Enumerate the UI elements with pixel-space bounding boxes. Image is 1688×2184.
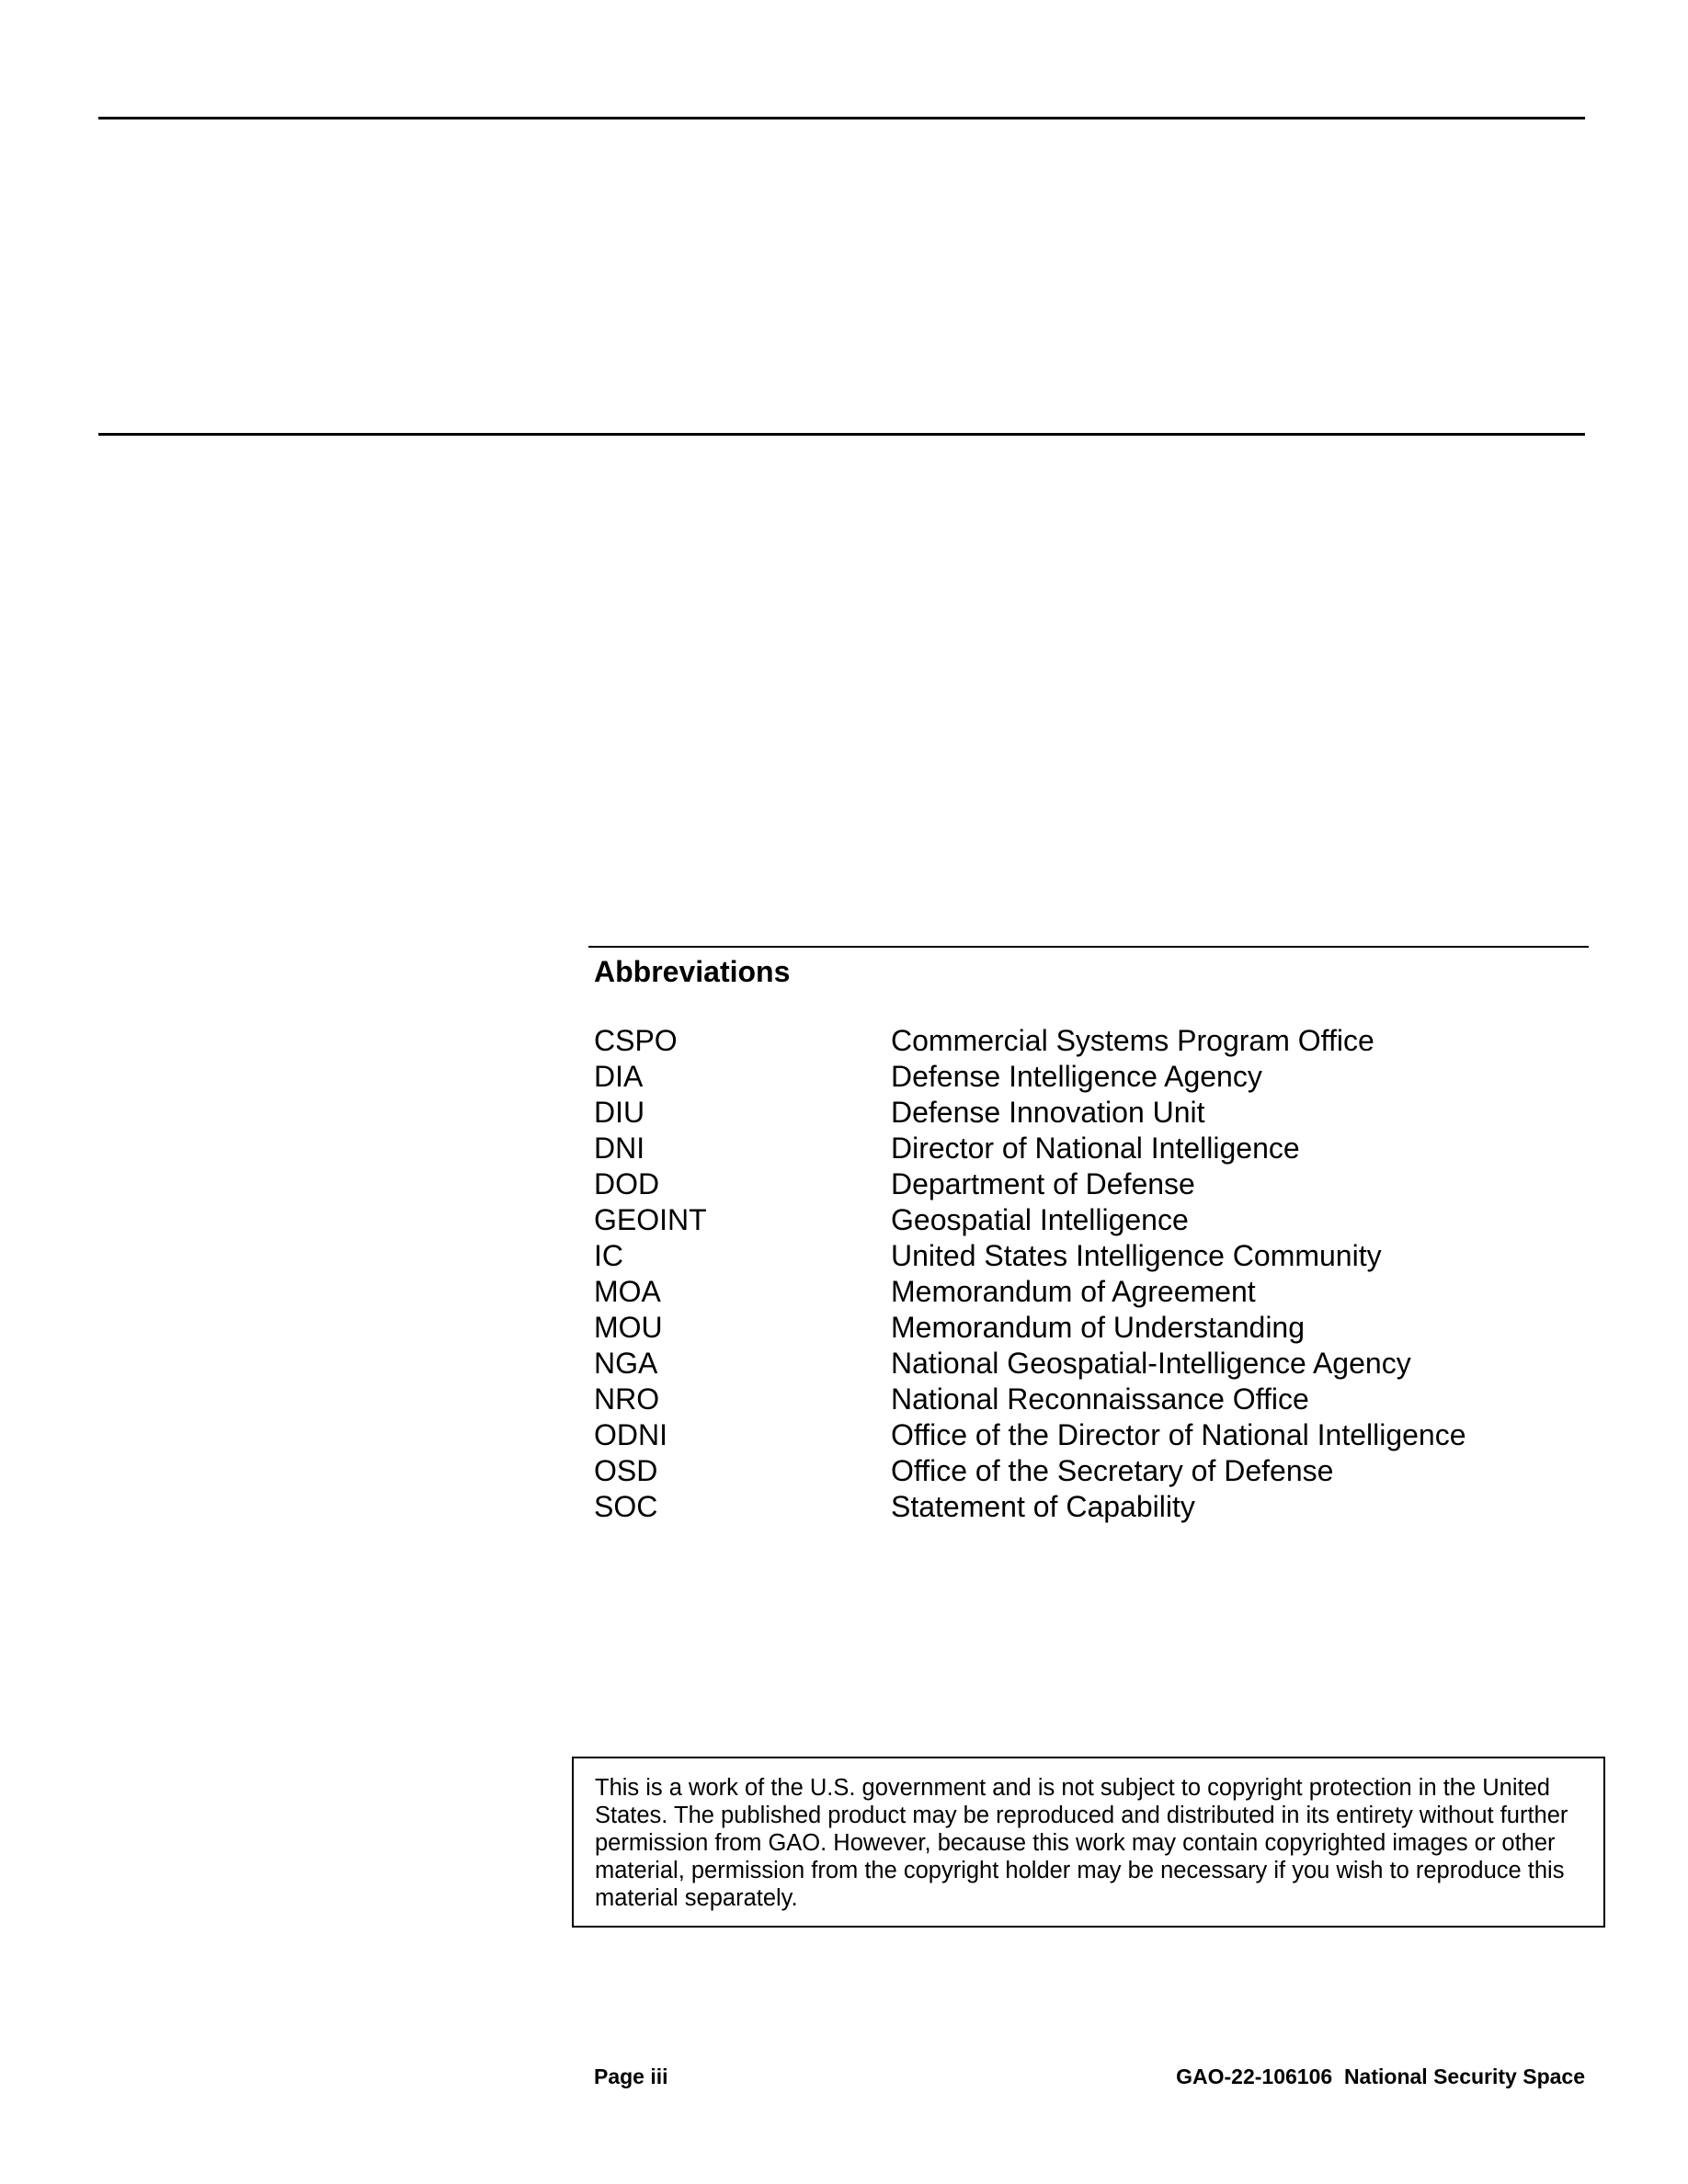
abbreviation-term: CSPO — [594, 1024, 678, 1057]
abbreviation-row — [594, 1059, 1587, 1095]
abbreviation-row — [594, 1417, 1587, 1453]
abbreviation-row — [594, 1382, 1587, 1417]
abbreviation-definition: National Geospatial-Intelligence Agency — [891, 1347, 1411, 1380]
abbreviation-definition: Statement of Capability — [891, 1490, 1195, 1523]
abbreviation-term: DOD — [594, 1167, 660, 1200]
abbreviation-row — [594, 1453, 1587, 1489]
abbreviation-term: DNI — [594, 1132, 645, 1165]
abbreviation-row — [594, 1310, 1587, 1346]
abbreviations-rule — [588, 946, 1589, 948]
abbreviation-definition: Defense Innovation Unit — [891, 1096, 1205, 1129]
abbreviation-definition: Director of National Intelligence — [891, 1132, 1300, 1165]
abbreviation-row — [594, 1131, 1587, 1166]
abbreviation-row — [594, 1095, 1587, 1131]
abbreviation-term: DIU — [594, 1096, 645, 1129]
abbreviation-definition: Memorandum of Agreement — [891, 1275, 1256, 1308]
abbreviation-definition: Geospatial Intelligence — [891, 1203, 1189, 1236]
report-identifier: GAO-22-106106 National Security Space — [1176, 2065, 1585, 2088]
abbreviation-definition: Department of Defense — [891, 1167, 1195, 1200]
abbreviation-term: OSD — [594, 1454, 658, 1487]
abbreviation-row — [594, 1346, 1587, 1382]
abbreviation-term: SOC — [594, 1490, 658, 1523]
abbreviation-definition: United States Intelligence Community — [891, 1239, 1382, 1272]
abbreviation-term: NRO — [594, 1382, 660, 1416]
abbreviation-definition: Memorandum of Understanding — [891, 1311, 1306, 1344]
abbreviation-term: IC — [594, 1239, 623, 1272]
abbreviation-row — [594, 1274, 1587, 1310]
abbreviation-term: DIA — [594, 1060, 644, 1093]
abbreviation-row — [594, 1489, 1587, 1525]
abbreviation-definition: National Reconnaissance Office — [891, 1382, 1309, 1416]
copyright-notice-text: This is a work of the U.S. government and is not subject to copyright protection in the United States. The published product may be reproduced and distributed in its entirety without further permission from GAO. However, because this work may contain copyrighted images or other material, permission from the copyright holder may be necessary if you wish to reproduce this material separately. — [595, 1775, 1568, 1911]
abbreviations-list — [594, 1023, 1587, 1525]
page-number: Page iii — [594, 2065, 668, 2088]
abbreviation-term: GEOINT — [594, 1203, 707, 1236]
abbreviation-definition: Office of the Secretary of Defense — [891, 1454, 1334, 1487]
top-rule — [98, 117, 1585, 119]
abbreviation-term: MOA — [594, 1275, 661, 1308]
abbreviation-definition: Office of the Director of National Intelligence — [891, 1418, 1466, 1451]
abbreviation-definition: Defense Intelligence Agency — [891, 1060, 1262, 1093]
abbreviation-term: NGA — [594, 1347, 658, 1380]
copyright-notice-box — [572, 1757, 1605, 1928]
abbreviation-row — [594, 1166, 1587, 1202]
abbreviation-definition: Commercial Systems Program Office — [891, 1024, 1374, 1057]
abbreviation-row — [594, 1238, 1587, 1274]
abbreviations-heading: Abbreviations — [594, 955, 791, 988]
abbreviation-term: MOU — [594, 1311, 663, 1344]
abbreviation-row — [594, 1023, 1587, 1059]
section-rule — [98, 433, 1585, 436]
abbreviation-term: ODNI — [594, 1418, 667, 1451]
abbreviation-row — [594, 1202, 1587, 1238]
